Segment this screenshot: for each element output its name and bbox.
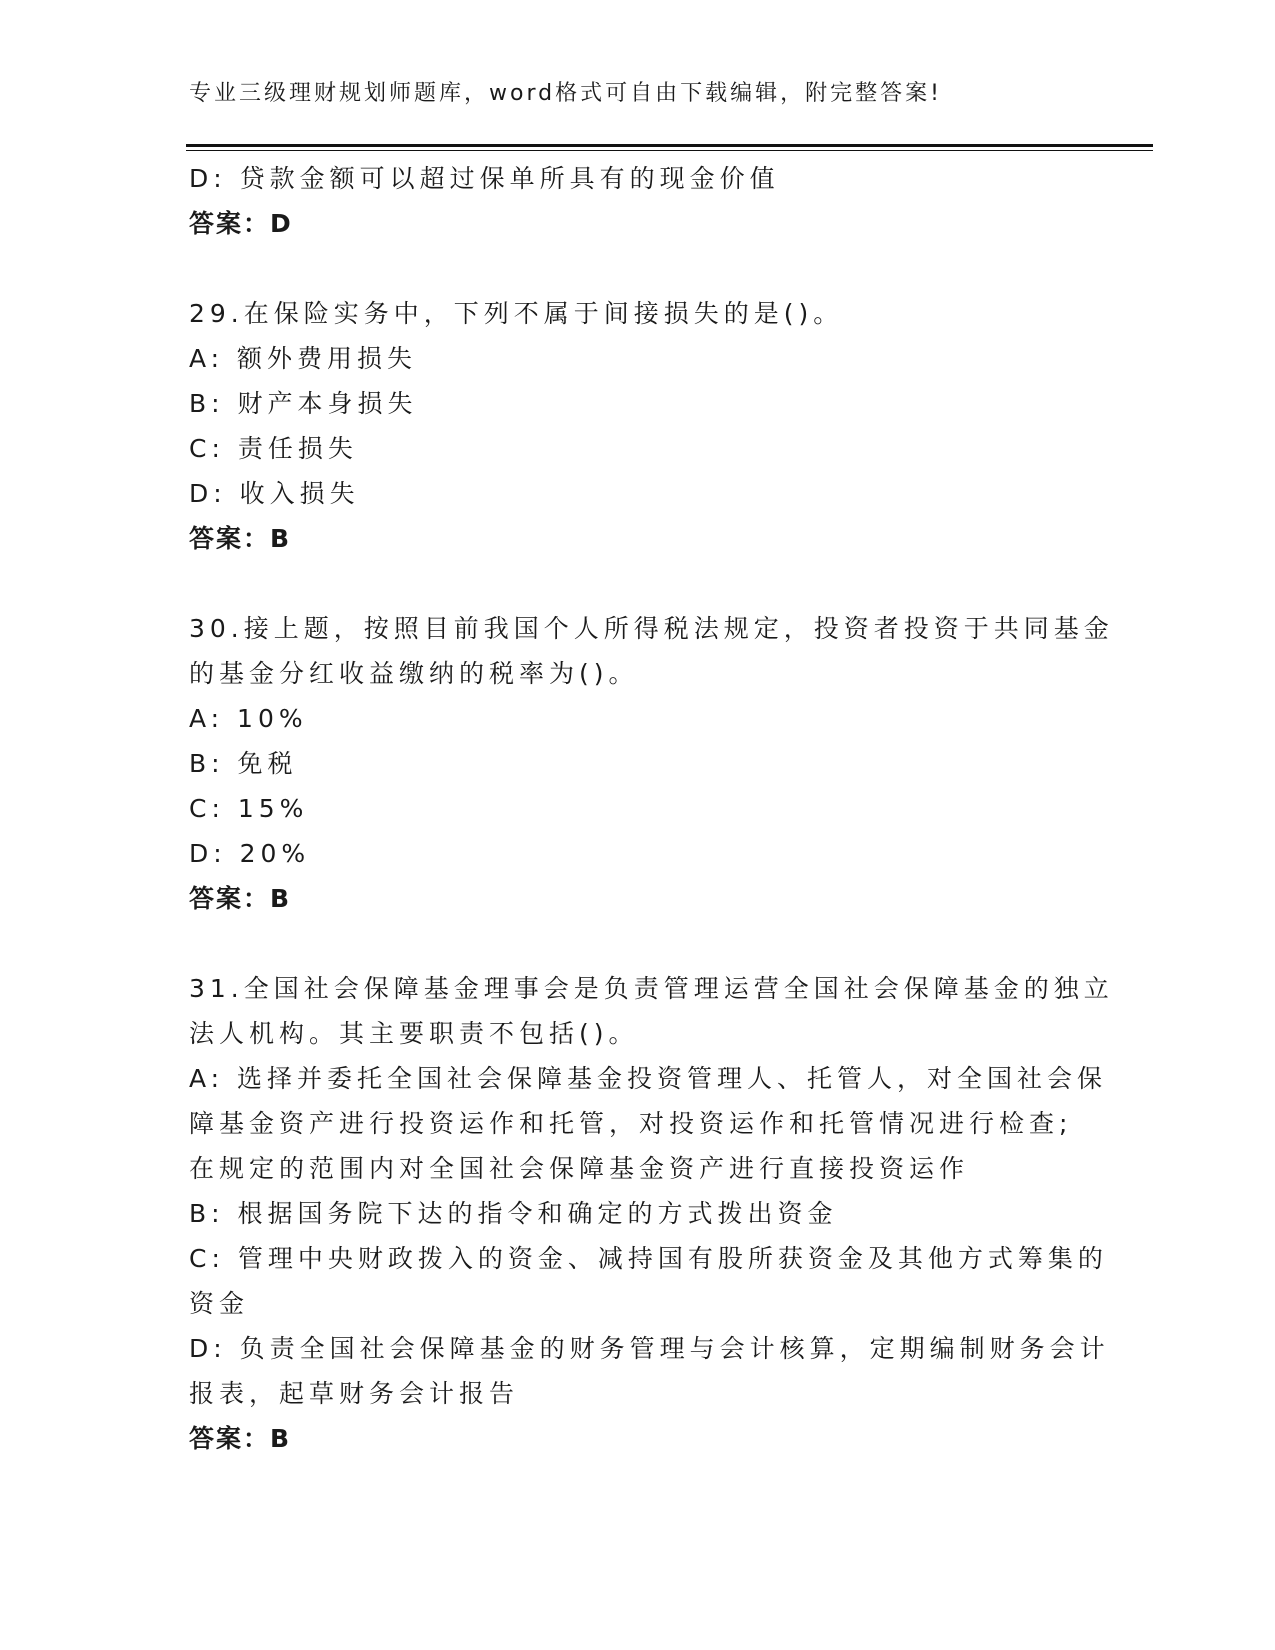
option-text: B: 根据国务院下达的指令和确定的方式拨出资金 [189,1199,838,1228]
question-list [189,156,1114,1461]
spacer [189,921,1089,966]
option-text: 在规定的范围内对全国社会保障基金资产进行直接投资运作 [189,1154,970,1183]
question-text: 法人机构。其主要职责不包括()。 [189,1019,639,1048]
option-text: A: 额外费用损失 [189,344,418,373]
answer-line: 答案：B [189,1424,292,1453]
option-text: D: 贷款金额可以超过保单所具有的现金价值 [189,164,780,193]
option-text: A: 10% [189,704,308,733]
option-text: C: 15% [189,794,309,823]
option-text: B: 免税 [189,749,298,778]
header-rule-thin [186,150,1153,151]
option-text: D: 20% [189,839,311,868]
option-text: C: 责任损失 [189,434,358,463]
option-text: A: 选择并委托全国社会保障基金投资管理人、托管人，对全国社会保 [189,1064,1108,1093]
option-text: C: 管理中央财政拨入的资金、减持国有股所获资金及其他方式筹集的 [189,1244,1108,1273]
question-text: 29.在保险实务中，下列不属于间接损失的是()。 [189,299,844,328]
option-text: D: 负责全国社会保障基金的财务管理与会计核算，定期编制财务会计 [189,1334,1110,1363]
option-text: 资金 [189,1289,250,1318]
answer-line: 答案：D [189,209,293,238]
header-rule-thick [186,144,1153,147]
option-text: 障基金资产进行投资运作和托管，对投资运作和托管情况进行检查; [189,1109,1073,1138]
spacer [189,561,1089,606]
page-header: 专业三级理财规划师题库，word格式可自由下载编辑，附完整答案! [189,81,942,106]
option-text: D: 收入损失 [189,479,360,508]
option-text: B: 财产本身损失 [189,389,418,418]
answer-line: 答案：B [189,524,292,553]
question-text: 31.全国社会保障基金理事会是负责管理运营全国社会保障基金的独立 [189,974,1114,1003]
question-text: 30.接上题，按照目前我国个人所得税法规定，投资者投资于共同基金 [189,614,1114,643]
option-text: 报表，起草财务会计报告 [189,1379,520,1408]
answer-line: 答案：B [189,884,292,913]
spacer [189,246,1089,291]
question-text: 的基金分红收益缴纳的税率为()。 [189,659,639,688]
